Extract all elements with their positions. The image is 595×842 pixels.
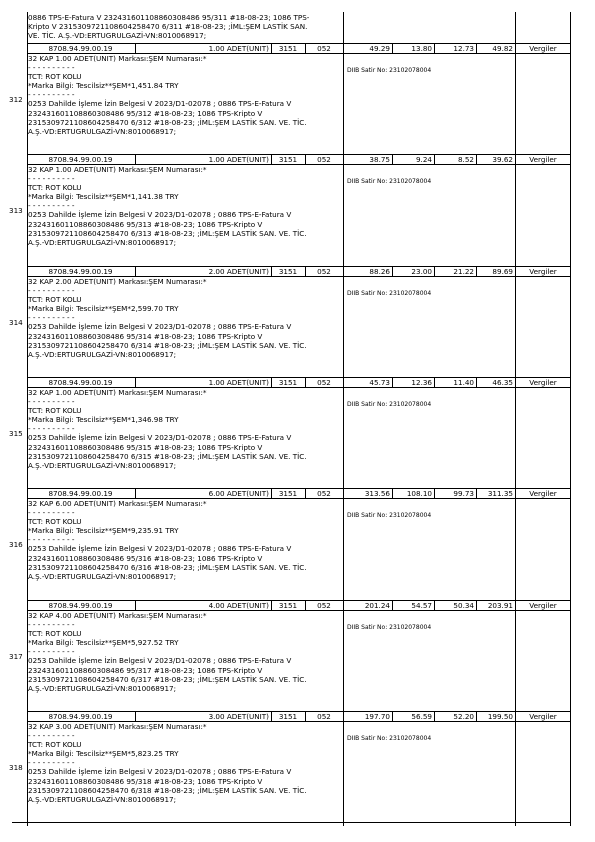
quantity: 1.00 ADET(UNIT) <box>208 378 269 387</box>
code-2: 052 <box>317 489 331 498</box>
description-line: 32 KAP 4.00 ADET(UNIT) Markası:ŞEM Numarası:* <box>28 611 207 620</box>
quantity: 4.00 ADET(UNIT) <box>208 601 269 610</box>
tax-label: Vergiler <box>529 378 557 387</box>
description-line: - - - - - - - - - - <box>28 63 75 73</box>
value-1: 38.75 <box>369 155 390 164</box>
code-2: 052 <box>317 44 331 53</box>
description-line: 0253 Dahilde İşleme İzin Belgesi V 2023/D1-02078 ; 0886 TPS-E-Fatura V <box>28 767 292 777</box>
value-3: 52.20 <box>453 712 474 721</box>
code-1: 3151 <box>278 712 298 721</box>
diib-reference: DIIB Satir No: 23102078004 <box>347 290 432 297</box>
value-4: 46.35 <box>492 378 513 387</box>
quantity: 1.00 ADET(UNIT) <box>208 155 269 164</box>
top-continuation-text <box>28 13 338 40</box>
description-line: - - - - - - - - - - <box>28 313 75 323</box>
value-4: 311.35 <box>487 489 513 498</box>
code-1: 3151 <box>278 489 298 498</box>
description-line: 32 KAP 3.00 ADET(UNIT) Markası:ŞEM Numarası:* <box>28 722 207 731</box>
description-line: 2315309721108604258470 6/318 #18-08-23; ;İML:ŞEM LASTİK SAN. VE. TİC. <box>28 785 307 795</box>
description-line: - - - - - - - - - - <box>28 620 75 630</box>
description-line: A.Ş.-VD:ERTUGRULGAZİ-VN:8010068917; <box>28 126 177 136</box>
description-line: 232431601108860308486 95/314 #18-08-23; 1086 TPS-Kripto V <box>28 331 263 341</box>
description-line: *Marka Bilgi: Tescilsiz**ŞEM*5,927.52 TRY <box>28 638 179 648</box>
description-line: 232431601108860308486 95/315 #18-08-23; 1086 TPS-Kripto V <box>28 442 263 452</box>
description-line: 232431601108860308486 95/312 #18-08-23; 1086 TPS-Kripto V <box>28 108 263 118</box>
code-1: 3151 <box>278 155 298 164</box>
value-2: 56.59 <box>411 712 432 721</box>
value-2: 9.24 <box>415 155 432 164</box>
hs-code: 8708.94.99.00.19 <box>48 712 113 721</box>
tax-column-border <box>515 12 516 826</box>
quantity: 1.00 ADET(UNIT) <box>208 44 269 53</box>
value-2: 54.57 <box>411 601 432 610</box>
description-line: A.Ş.-VD:ERTUGRULGAZİ-VN:8010068917; <box>28 237 177 247</box>
code-1: 3151 <box>278 378 298 387</box>
diib-reference: DIIB Satir No: 23102078004 <box>347 512 432 519</box>
tax-label: Vergiler <box>529 155 557 164</box>
value-2: 13.80 <box>411 44 432 53</box>
value-4: 39.62 <box>492 155 513 164</box>
description-line: 232431601108860308486 95/318 #18-08-23; 1086 TPS-Kripto V <box>28 776 263 786</box>
item-description <box>28 388 338 470</box>
description-line: - - - - - - - - - - <box>28 286 75 296</box>
diib-reference: DIIB Satir No: 23102078004 <box>347 624 432 631</box>
value-2: 12.36 <box>411 378 432 387</box>
row-index: 314 <box>9 318 23 327</box>
tax-label: Vergiler <box>529 44 557 53</box>
description-line: 232431601108860308486 95/313 #18-08-23; 1086 TPS-Kripto V <box>28 219 263 229</box>
hs-code: 8708.94.99.00.19 <box>48 489 113 498</box>
description-line: - - - - - - - - - - <box>28 535 75 545</box>
code-2: 052 <box>317 267 331 276</box>
row-index: 313 <box>9 206 23 215</box>
diib-reference: DIIB Satir No: 23102078004 <box>347 67 432 74</box>
value-1: 45.73 <box>369 378 390 387</box>
value-4: 49.82 <box>492 44 513 53</box>
item-description <box>28 165 338 247</box>
description-line: 2315309721108604258470 6/312 #18-08-23; ;İML:ŞEM LASTİK SAN. VE. TİC. <box>28 117 307 127</box>
item-description <box>28 54 338 136</box>
tax-label: Vergiler <box>529 489 557 498</box>
tax-label: Vergiler <box>529 267 557 276</box>
quantity: 2.00 ADET(UNIT) <box>208 267 269 276</box>
hs-code: 8708.94.99.00.19 <box>48 601 113 610</box>
tax-label: Vergiler <box>529 712 557 721</box>
description-line: *Marka Bilgi: Tescilsiz**ŞEM*2,599.70 TRY <box>28 304 179 314</box>
value-3: 12.73 <box>453 44 474 53</box>
value-4: 89.69 <box>492 267 513 276</box>
description-line: 232431601108860308486 95/316 #18-08-23; 1086 TPS-Kripto V <box>28 553 263 563</box>
description-line: - - - - - - - - - - <box>28 758 75 768</box>
description-line: TCT: ROT KOLU <box>28 740 82 750</box>
description-line: 0253 Dahilde İşleme İzin Belgesi V 2023/D1-02078 ; 0886 TPS-E-Fatura V <box>28 433 292 443</box>
description-line: 2315309721108604258470 6/316 #18-08-23; ;İML:ŞEM LASTİK SAN. VE. TİC. <box>28 562 307 572</box>
description-line: - - - - - - - - - - <box>28 397 75 407</box>
hs-code: 8708.94.99.00.19 <box>48 155 113 164</box>
value-3: 99.73 <box>453 489 474 498</box>
description-line: TCT: ROT KOLU <box>28 629 82 639</box>
description-line: - - - - - - - - - - <box>28 201 75 211</box>
code-2: 052 <box>317 601 331 610</box>
top-line: 0886 TPS-E-Fatura V 232431601108860308486 95/311 #18-08-23; 1086 TPS- <box>28 13 310 22</box>
diib-reference: DIIB Satir No: 23102078004 <box>347 401 432 408</box>
top-line: Kripto V 2315309721108604258470 6/311 #18-08-23; ;İML:ŞEM LASTİK SAN. <box>28 22 308 32</box>
code-2: 052 <box>317 155 331 164</box>
value-1: 201.24 <box>364 601 390 610</box>
description-line: *Marka Bilgi: Tescilsiz**ŞEM*5,823.25 TRY <box>28 749 179 759</box>
item-description <box>28 722 338 804</box>
description-line: 2315309721108604258470 6/315 #18-08-23; ;İML:ŞEM LASTİK SAN. VE. TİC. <box>28 451 307 461</box>
description-line: *Marka Bilgi: Tescilsiz**ŞEM*1,451.84 TRY <box>28 81 179 91</box>
description-line: *Marka Bilgi: Tescilsiz**ŞEM*1,346.98 TRY <box>28 415 179 425</box>
description-line: 2315309721108604258470 6/314 #18-08-23; ;İML:ŞEM LASTİK SAN. VE. TİC. <box>28 340 307 350</box>
description-line: *Marka Bilgi: Tescilsiz**ŞEM*9,235.91 TRY <box>28 526 179 536</box>
description-line: A.Ş.-VD:ERTUGRULGAZİ-VN:8010068917; <box>28 571 177 581</box>
description-line: - - - - - - - - - - <box>28 90 75 100</box>
value-1: 197.70 <box>364 712 390 721</box>
description-line: 0253 Dahilde İşleme İzin Belgesi V 2023/D1-02078 ; 0886 TPS-E-Fatura V <box>28 544 292 554</box>
value-3: 8.52 <box>457 155 474 164</box>
item-description <box>28 277 338 359</box>
description-line: 32 KAP 6.00 ADET(UNIT) Markası:ŞEM Numarası:* <box>28 499 207 508</box>
diib-reference: DIIB Satir No: 23102078004 <box>347 178 432 185</box>
value-3: 50.34 <box>453 601 474 610</box>
description-line: - - - - - - - - - - <box>28 508 75 518</box>
value-1: 49.29 <box>369 44 390 53</box>
code-2: 052 <box>317 378 331 387</box>
hs-code: 8708.94.99.00.19 <box>48 267 113 276</box>
description-line: A.Ş.-VD:ERTUGRULGAZİ-VN:8010068917; <box>28 349 177 359</box>
value-3: 11.40 <box>453 378 474 387</box>
code-1: 3151 <box>278 601 298 610</box>
description-line: A.Ş.-VD:ERTUGRULGAZİ-VN:8010068917; <box>28 794 177 804</box>
description-line: *Marka Bilgi: Tescilsiz**ŞEM*1,141.38 TRY <box>28 192 179 202</box>
item-description <box>28 499 338 581</box>
quantity: 6.00 ADET(UNIT) <box>208 489 269 498</box>
description-line: - - - - - - - - - - <box>28 424 75 434</box>
description-line: 32 KAP 1.00 ADET(UNIT) Markası:ŞEM Numarası:* <box>28 165 207 174</box>
value-1: 313.56 <box>364 489 390 498</box>
row-index: 316 <box>9 540 23 549</box>
description-line: A.Ş.-VD:ERTUGRULGAZİ-VN:8010068917; <box>28 460 177 470</box>
row-index: 317 <box>9 652 23 661</box>
code-2: 052 <box>317 712 331 721</box>
description-line: TCT: ROT KOLU <box>28 517 82 527</box>
description-line: 32 KAP 2.00 ADET(UNIT) Markası:ŞEM Numarası:* <box>28 277 207 286</box>
diib-reference: DIIB Satir No: 23102078004 <box>347 735 432 742</box>
right-border <box>570 12 571 826</box>
description-column-border <box>343 12 344 826</box>
description-line: 0253 Dahilde İşleme İzin Belgesi V 2023/D1-02078 ; 0886 TPS-E-Fatura V <box>28 656 292 666</box>
description-line: 0253 Dahilde İşleme İzin Belgesi V 2023/D1-02078 ; 0886 TPS-E-Fatura V <box>28 99 292 109</box>
value-2: 108.10 <box>406 489 432 498</box>
value-1: 88.26 <box>369 267 390 276</box>
hs-code: 8708.94.99.00.19 <box>48 378 113 387</box>
value-3: 21.22 <box>453 267 474 276</box>
hs-code: 8708.94.99.00.19 <box>48 44 113 53</box>
description-line: - - - - - - - - - - <box>28 174 75 184</box>
value-2: 23.00 <box>411 267 432 276</box>
value-4: 199.50 <box>487 712 513 721</box>
row-index: 318 <box>9 763 23 772</box>
description-line: 32 KAP 1.00 ADET(UNIT) Markası:ŞEM Numarası:* <box>28 388 207 397</box>
quantity: 3.00 ADET(UNIT) <box>208 712 269 721</box>
item-description <box>28 611 338 693</box>
description-line: TCT: ROT KOLU <box>28 72 82 82</box>
code-1: 3151 <box>278 44 298 53</box>
description-line: A.Ş.-VD:ERTUGRULGAZİ-VN:8010068917; <box>28 683 177 693</box>
description-line: TCT: ROT KOLU <box>28 183 82 193</box>
description-line: 32 KAP 1.00 ADET(UNIT) Markası:ŞEM Numarası:* <box>28 54 207 63</box>
code-1: 3151 <box>278 267 298 276</box>
tax-label: Vergiler <box>529 601 557 610</box>
description-line: TCT: ROT KOLU <box>28 295 82 305</box>
description-line: - - - - - - - - - - <box>28 731 75 741</box>
description-line: 2315309721108604258470 6/313 #18-08-23; ;İML:ŞEM LASTİK SAN. VE. TİC. <box>28 228 307 238</box>
description-line: 2315309721108604258470 6/317 #18-08-23; ;İML:ŞEM LASTİK SAN. VE. TİC. <box>28 674 307 684</box>
description-line: TCT: ROT KOLU <box>28 406 82 416</box>
bottom-rule <box>12 822 570 823</box>
description-line: 232431601108860308486 95/317 #18-08-23; 1086 TPS-Kripto V <box>28 665 263 675</box>
description-line: 0253 Dahilde İşleme İzin Belgesi V 2023/D1-02078 ; 0886 TPS-E-Fatura V <box>28 210 292 220</box>
value-4: 203.91 <box>487 601 513 610</box>
description-line: 0253 Dahilde İşleme İzin Belgesi V 2023/D1-02078 ; 0886 TPS-E-Fatura V <box>28 322 292 332</box>
top-line: VE. TİC. A.Ş.-VD:ERTUGRULGAZİ-VN:8010068917; <box>28 31 207 41</box>
row-index: 312 <box>9 95 23 104</box>
description-line: - - - - - - - - - - <box>28 647 75 657</box>
row-index: 315 <box>9 429 23 438</box>
